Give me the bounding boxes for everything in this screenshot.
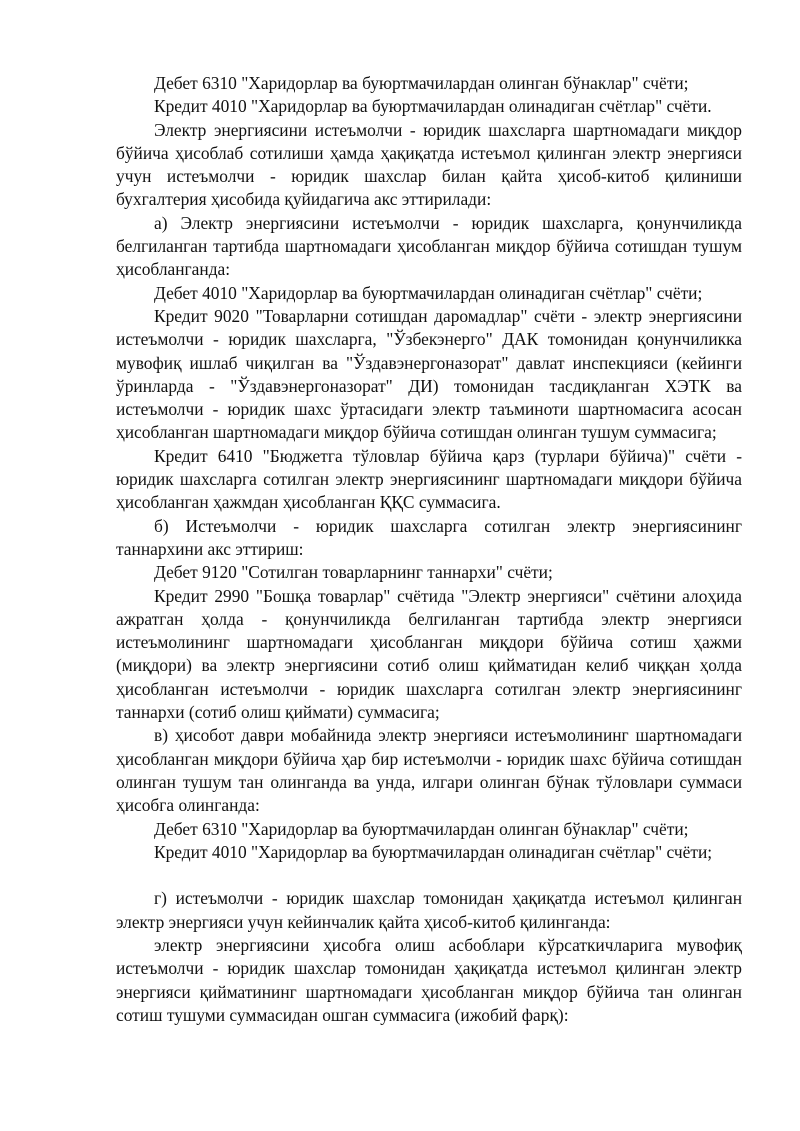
paragraph-debit-6310: Дебет 6310 "Харидорлар ва буюртмачилардан олинган бўнаклар" счёти; <box>154 73 689 93</box>
document-page <box>116 72 742 1027</box>
paragraph-item-v: в) ҳисобот даври мобайнида электр энергияси истеъмолининг шартномадаги ҳисобланган миқдори бўйича ҳар бир истеъмолчи - юридик шахс бўйича сотишдан олинган тушум тан олинганда ва унда, илгари олинган бўнак тўловлари суммаси ҳисобга олинганда: <box>116 725 742 816</box>
paragraph-credit-4010: Кредит 4010 "Харидорлар ва буюртмачилардан олинадиган счётлар" счёти. <box>154 96 712 117</box>
paragraph-debit-9120: Дебет 9120 "Сотилган товарларнинг таннархи" счёти; <box>154 562 553 583</box>
paragraph-item-a: а) Электр энергиясини истеъмолчи - юридик шахсларга, қонунчиликда белгиланган тартибда шартномадаги ҳисобланган миқдор бўйича сотишдан тушум ҳисобланганда: <box>116 212 742 280</box>
paragraph-credit-6410: Кредит 6410 "Бюджетга тўловлар бўйича қарз (турлари бўйича)" счёти - юридик шахсларга сотилган электр энергиясининг шартномадаги миқдори бўйича ҳисобланган ҳажмдан ҳисобланган ҚҚС суммасига. <box>116 445 742 513</box>
paragraph-positive-difference: электр энергиясини ҳисобга олиш асбоблари кўрсаткичларига мувофиқ истеъмолчи - юридик шахслар томонидан ҳақиқатда истеъмол қилинган электр энергияси қийматининг шартномадаги ҳисобланган миқдор бўйича тан олинган сотиш тушуми суммасидан ошган суммасига (ижобий фарқ): <box>116 934 742 1025</box>
paragraph-intro: Электр энергиясини истеъмолчи - юридик шахсларга шартномадаги миқдор бўйича ҳисоблаб сотилиши ҳамда ҳақиқатда истеъмол қилинган электр энергияси учун истеъмолчи - юридик шахслар билан қайта ҳисоб-китоб қилиниши бухгалтерия ҳисобида қуйидагича акс эттирилади: <box>116 119 742 210</box>
paragraph-debit-4010: Дебет 4010 "Харидорлар ва буюртмачилардан олинадиган счётлар" счёти; <box>154 282 703 303</box>
paragraph-credit-9020: Кредит 9020 "Товарларни сотишдан даромадлар" счёти - электр энергиясини истеъмолчи - юридик шахсларга, "Ўзбекэнерго" ДАК томонидан қонунчиликка мувофиқ ишлаб чиқилган ва "Ўздавэнергоназорат" давлат инспекцияси (кейинги ўринларда - "Ўздавэнергоназорат" ДИ) томонидан тасдиқланган ХЭТК ва истеъмолчи - юридик шахс ўртасидаги электр таъминоти шартномасига асосан ҳисобланган шартномадаги миқдор бўйича сотишдан олинган тушум суммасига; <box>116 305 742 443</box>
paragraph-spacer <box>116 864 742 887</box>
paragraph-credit-4010-second: Кредит 4010 "Харидорлар ва буюртмачилардан олинадиган счётлар" счёти; <box>154 841 713 862</box>
paragraph-item-b: б) Истеъмолчи - юридик шахсларга сотилган электр энергиясининг таннархини акс эттириш: <box>116 515 742 559</box>
paragraph-item-g: г) истеъмолчи - юридик шахслар томонидан ҳақиқатда истеъмол қилинган электр энергияси учун кейинчалик қайта ҳисоб-китоб қилинганда: <box>116 888 742 932</box>
paragraph-credit-2990: Кредит 2990 "Бошқа товарлар" счётида "Электр энергияси" счётини алоҳида ажратган ҳолда - қонунчиликда белгиланган тартибда электр энергияси истеъмолининг шартномадаги ҳисобланган миқдори бўйича сотиш ҳажми (миқдори) ва электр энергиясини сотиб олиш қийматидан келиб чиққан ҳолда ҳисобланган истеъмолчи - юридик шахсларга сотилган электр энергиясининг таннархи (сотиб олиш қиймати) суммасига; <box>116 585 742 723</box>
paragraph-debit-6310-second: Дебет 6310 "Харидорлар ва буюртмачилардан олинган бўнаклар" счёти; <box>154 818 689 839</box>
